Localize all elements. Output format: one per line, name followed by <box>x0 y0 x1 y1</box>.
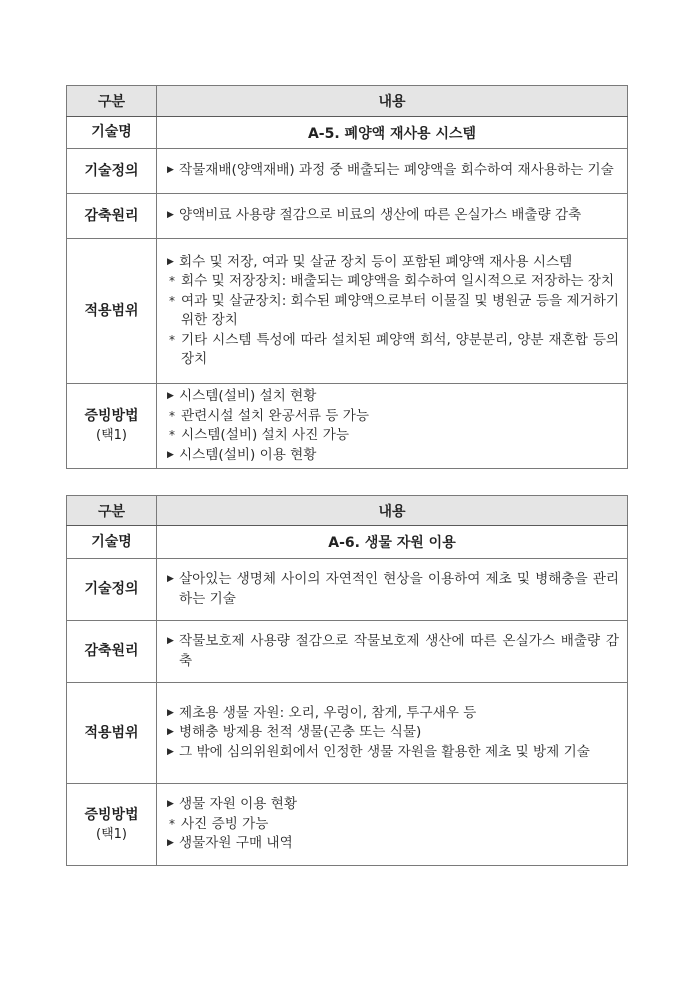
table-header-row <box>67 496 628 526</box>
list-item: ▶ 살아있는 생명체 사이의 자연적인 현상을 이용하여 제초 및 병해충을 관리하는 기술 <box>167 571 619 607</box>
bullet-triangle-icon: ▶ <box>167 707 174 718</box>
table-row <box>67 621 628 683</box>
row-label: 기술정의 <box>67 149 157 194</box>
bullet-triangle-icon: ▶ <box>167 391 174 401</box>
header-content: 내용 <box>157 86 628 117</box>
bullet-triangle-icon: ▶ <box>167 574 174 584</box>
table-row <box>67 194 628 239</box>
list-item: ▶ 병해충 방제용 천적 생물(곤충 또는 식물) <box>167 723 619 743</box>
header-category: 구분 <box>67 496 157 526</box>
list-item: ▶ 회수 및 저장, 여과 및 살균 장치 등이 포함된 폐양액 재사용 시스템 <box>167 253 619 273</box>
list-item: ▶ 작물재배(양액재배) 과정 중 배출되는 폐양액을 회수하여 재사용하는 기술 <box>167 161 619 181</box>
table-row <box>67 784 628 866</box>
table-header-row <box>67 86 628 117</box>
asterisk-icon: * <box>169 428 175 442</box>
bullet-triangle-icon: ▶ <box>167 838 174 849</box>
evidence-cell <box>157 384 628 469</box>
note-item: * 여과 및 살균장치: 회수된 폐양액으로부터 이물질 및 병원균 등을 제거하기 위한 장치 <box>169 292 619 328</box>
row-label: 기술명 <box>67 526 157 559</box>
list-item: ▶ 시스템(설비) 설치 현황 <box>167 387 619 407</box>
principle-cell <box>157 194 628 239</box>
list-item: ▶ 시스템(설비) 이용 현황 <box>167 446 619 466</box>
bullet-triangle-icon: ▶ <box>167 449 174 460</box>
row-label: 증빙방법 (택1) <box>67 784 157 866</box>
bullet-triangle-icon: ▶ <box>167 636 174 646</box>
tech-table-a6 <box>66 495 628 866</box>
scope-cell <box>157 683 628 784</box>
list-item: ▶ 제초용 생물 자원: 오리, 우렁이, 참게, 투구새우 등 <box>167 704 619 724</box>
note-item: * 사진 증빙 가능 <box>167 815 619 835</box>
bullet-triangle-icon: ▶ <box>167 746 174 757</box>
row-label: 기술정의 <box>67 559 157 621</box>
definition-cell <box>157 149 628 194</box>
header-category: 구분 <box>67 86 157 117</box>
list-item: ▶ 생물자원 구매 내역 <box>167 834 619 854</box>
asterisk-icon: * <box>169 332 175 347</box>
row-label: 감축원리 <box>67 194 157 239</box>
row-label: 기술명 <box>67 117 157 149</box>
table-row <box>67 559 628 621</box>
note-item: * 기타 시스템 특성에 따라 설치된 폐양액 희석, 양분분리, 양분 재혼합 등의 장치 <box>169 331 619 367</box>
table-row <box>67 683 628 784</box>
bullet-triangle-icon: ▶ <box>167 165 174 176</box>
tech-name: A-6. 생물 자원 이용 <box>157 526 628 559</box>
scope-cell <box>157 239 628 384</box>
note-item: * 관련시설 설치 완공서류 등 가능 <box>167 407 619 427</box>
bullet-triangle-icon: ▶ <box>167 210 174 221</box>
asterisk-icon: * <box>169 274 175 288</box>
asterisk-icon: * <box>169 408 175 423</box>
list-item: ▶ 그 밖에 심의위원회에서 인정한 생물 자원을 활용한 제초 및 방제 기술 <box>167 743 619 763</box>
row-label: 감축원리 <box>67 621 157 683</box>
table-row <box>67 239 628 384</box>
tech-table-a5 <box>66 85 628 469</box>
row-sublabel: (택1) <box>96 428 127 443</box>
row-label: 적용범위 <box>67 239 157 384</box>
bullet-triangle-icon: ▶ <box>167 256 174 267</box>
evidence-cell <box>157 784 628 866</box>
tech-name: A-5. 폐양액 재사용 시스템 <box>157 117 628 149</box>
header-content: 내용 <box>157 496 628 526</box>
note-item: * 회수 및 저장장치: 배출되는 폐양액을 회수하여 일시적으로 저장하는 장치 <box>167 272 619 292</box>
list-item: ▶ 작물보호제 사용량 절감으로 작물보호제 생산에 따른 온실가스 배출량 감축 <box>167 633 619 669</box>
note-item: * 시스템(설비) 설치 사진 가능 <box>167 426 619 446</box>
tech-name-row <box>67 526 628 559</box>
definition-cell <box>157 559 628 621</box>
tech-name-row <box>67 117 628 149</box>
table-row <box>67 384 628 469</box>
table-row <box>67 149 628 194</box>
row-sublabel: (택1) <box>96 826 127 842</box>
bullet-triangle-icon: ▶ <box>167 727 174 738</box>
list-item: ▶ 양액비료 사용량 절감으로 비료의 생산에 따른 온실가스 배출량 감축 <box>167 206 619 226</box>
asterisk-icon: * <box>169 816 175 831</box>
principle-cell <box>157 621 628 683</box>
bullet-triangle-icon: ▶ <box>167 799 174 810</box>
asterisk-icon: * <box>169 293 175 308</box>
list-item: ▶ 생물 자원 이용 현황 <box>167 795 619 815</box>
row-label: 적용범위 <box>67 683 157 784</box>
row-label: 증빙방법 (택1) <box>67 384 157 469</box>
